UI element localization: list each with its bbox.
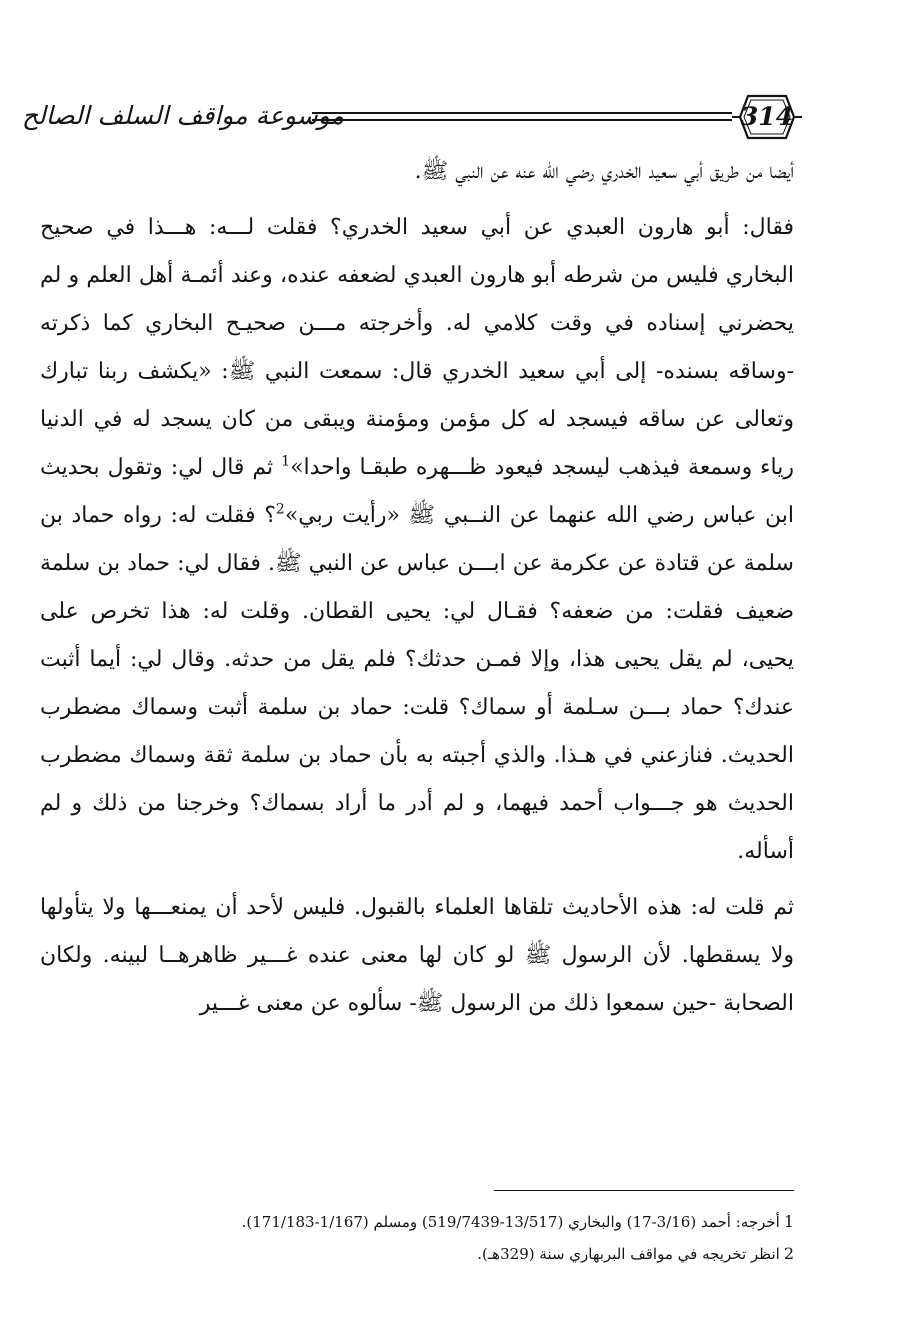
footnotes bbox=[40, 1206, 794, 1270]
footnote-ref: 2 bbox=[275, 501, 285, 518]
footnote: 2انظر تخريجه في مواقف البربهاري سنة (329هـ). bbox=[477, 1244, 794, 1263]
paragraph: أيضا من طريق أبي سعيد الخدري رضي الله عنه عن النبي ﷺ. bbox=[414, 159, 794, 184]
book-title: موسوعة مواقف السلف الصالح bbox=[22, 101, 345, 130]
paragraph: ثم قلت له: هذه الأحاديث تلقاها العلماء بالقبول. فليس لأحد أن يمنعـــها ولا يتأولها ولا يسقطها. لأن الرسول ﷺ لو كان لها معنى عنده غـــير ظاهرهــا لبينه. ولكان الصحابة -حين سمعوا ذلك من الرسول ﷺ- سألوه عن معنى غـــير bbox=[40, 895, 794, 1016]
header-rule bbox=[312, 112, 732, 121]
paragraph: فقال: أبو هارون العبدي عن أبي سعيد الخدري؟ فقلت لـــه: هـــذا في صحيح البخاري فليس من شرطه أبو هارون العبدي لضعفه عنده، وعند أئمـة أهل العلم و لم يحضرني إسناده في وقت كلامي له. وأخرجته مـــن صحيـح البخاري كما ذكرته -وساقه بسنده- إلى أبي سعيد الخدري قال: سمعت النبي ﷺ: «يكشف ربنا تبارك وتعالى عن ساقه فيسجد له كل مؤمن ومؤمنة ويبقى من كان يسجد له في الدنيا رياء وسمعة فيذهب ليسجد فيعود ظـــهره طبقـا واحدا»$^1$ ثم قال لي: وتقول بحديث ابن عباس رضي الله عنهما عن النــبي ﷺ «رأيت ربي»$^2$؟ فقلت له: رواه حماد بن سلمة عن قتادة عن عكرمة عن ابـــن عباس عن النبي ﷺ. فقال لي: حماد بن سلمة ضعيف فقلت: من ضعفه؟ فقـال لي: يحيى القطان. وقلت له: هذا تخرص على يحيى، لم يقل يحيى هذا، وإلا فمـن حدثك؟ فلم يقل من حدثه. وقال لي: أيما أثبت عندك؟ حماد بـــن سـلمة أو سماك؟ قلت: حماد بن سلمة أثبت وسماك مضطرب الحديث. فنازعني في هـذا. والذي أجبته به بأن حماد بن سلمة ثقة وسماك مضطرب الحديث هو جـــواب أحمد فيهما، و لم أدر ما أراد بسماك؟ وخرجنا من ذلك و لم أسأله. bbox=[40, 215, 794, 864]
main-text bbox=[40, 148, 794, 1028]
footnote: 1أخرجه: أحمد (3/16-17) والبخاري (13/517-519/7439) ومسلم (1/167-171/183). bbox=[241, 1212, 794, 1231]
running-header bbox=[22, 90, 802, 146]
footnote-divider bbox=[494, 1190, 794, 1191]
page-number: 314 bbox=[740, 102, 794, 131]
footnote-ref: 1 bbox=[281, 453, 291, 470]
page-number-badge bbox=[732, 90, 802, 144]
